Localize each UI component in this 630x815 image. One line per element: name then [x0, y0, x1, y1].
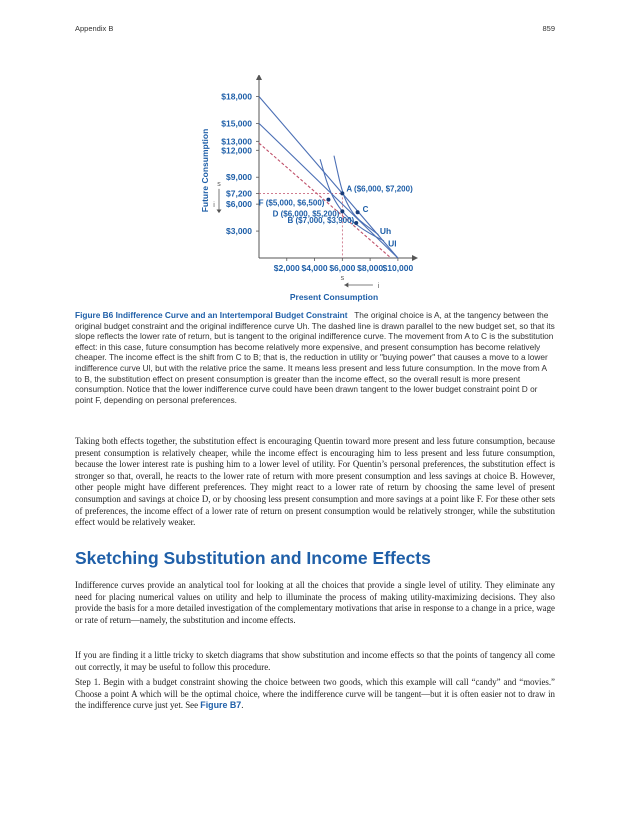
y-axis-arrow: [256, 75, 262, 80]
y-tick-label: $9,000: [226, 172, 252, 183]
point-label-b: B ($7,000, $3,900): [287, 216, 355, 225]
x-tick-label: $4,000: [301, 263, 328, 273]
x-axis-title: Present Consumption: [289, 292, 379, 302]
page-header-left: Appendix B: [75, 24, 114, 33]
x-tick-label: $8,000: [357, 263, 384, 273]
y-tick-label: $18,000: [221, 91, 252, 102]
figure-b6-chart: [195, 75, 435, 305]
point-a: [340, 191, 344, 195]
y-tick-label: $13,000: [221, 136, 252, 147]
page-number: 859: [542, 24, 555, 33]
point-b: [354, 221, 358, 225]
y-tick-label: $15,000: [221, 118, 252, 129]
point-label-c: C: [362, 205, 369, 215]
y-axis-title: Future Consumption: [200, 128, 210, 213]
y-tick-label: $3,000: [226, 226, 252, 237]
point-label-a: A ($6,000, $7,200): [346, 184, 413, 194]
y-marker-arrowhead: [217, 210, 222, 214]
point-d: [340, 209, 344, 213]
point-f: [326, 198, 330, 202]
y-tick-label: $6,000: [226, 199, 252, 210]
x-tick-label: $6,000: [329, 263, 356, 273]
y-marker-i: i: [213, 202, 215, 210]
paragraph-4-end: .: [241, 700, 244, 711]
x-axis-arrow: [412, 255, 418, 261]
figure-b7-link[interactable]: Figure B7: [200, 700, 242, 711]
y-tick-label: $12,000: [221, 145, 252, 156]
x-tick-label: $2,000: [273, 263, 300, 273]
x-marker-s: s: [340, 275, 345, 282]
point-c: [356, 210, 360, 214]
curve-label-ul: Ul: [388, 238, 397, 249]
paragraph-4-text: Step 1. Begin with a budget constraint showing the choice between two goods, which this example will call “candy” and “movies.” Choose a point A which will be the optimal choice, where the indifference curve will be tangent—but it is often easier not to draw in the indifference curve just yet. See: [75, 677, 555, 711]
point-label-d: D ($6,000, $5,200): [272, 209, 340, 219]
caption-text: The original choice is A, at the tangency between the original budget constraint and the original indifference curve Uh. The dashed line is drawn parallel to the new budget set, so that its slope reflects the lower rate of return, but is tangent to the original indifference curve. The movement from A to C is the substitution effect: in this case, future consumption has become relatively more expensive, and present consumption has become relatively cheaper. The income effect is the shift from C to B; that is, the reduction in utility or "buying power" that causes a move to a lower indifference curve Ul, but with the relative price the same. It means less present and less future consumption. In the move from A to B, the substitution effect on present consumption is greater than the income effect, so the overall result is more present consumption. Notice that the lower indifference curve could have been drawn tangent to the lower budget constraint point D or point F, depending on personal preferences.: [75, 310, 555, 405]
point-label-f: F ($5,000, $6,500): [258, 198, 325, 208]
section-heading: Sketching Substitution and Income Effects: [75, 548, 431, 568]
y-tick-label: $7,200: [226, 188, 252, 199]
x-marker-i: i: [377, 283, 380, 290]
x-marker-arrowhead: [344, 283, 348, 288]
x-tick-label: $10,000: [382, 263, 414, 273]
figure-label: Figure B6 Indifference Curve and an Intertemporal Budget Constraint: [75, 310, 348, 320]
paragraph-1: Taking both effects together, the substitution effect is encouraging Quentin toward more present and less future consumption, because present consumption is relatively cheaper, while the income effect is encouraging him to less present and less future consumption, because the lower interest rate is pushing him to a lower level of utility. For Quentin’s personal preferences, the substitution effect is stronger so that, overall, he reacts to the lower rate of return with more present consumption and less savings at choice B. However, other people might have different preferences. They might react to a lower rate of return by choosing the same level of present consumption and savings at choice D, or by choosing less present consumption and more savings at a point like F. For these other sets of preferences, the income effect of a lower rate of return on present consumption would be relatively stronger, while the substitution effect would be relatively weaker.: [75, 436, 555, 528]
y-marker-s: s: [217, 181, 221, 189]
curve-label-uh: Uh: [379, 225, 392, 236]
figure-caption: [75, 310, 555, 405]
paragraph-2: Indifference curves provide an analytical tool for looking at all the choices that provide a single level of utility. They eliminate any need for placing numerical values on utility and help to illuminate the process of making utility-maximizing decisions. They also provide the basis for a more detailed investigation of the complementary motivations that arise in response to a change in a price, wage or rate of return—namely, the substitution and income effects.: [75, 580, 555, 625]
paragraph-4: [75, 677, 555, 712]
paragraph-3: If you are finding it a little tricky to sketch diagrams that show substitution and income effects so that the points of tangency all come out correctly, it may be useful to follow this procedure.: [75, 650, 555, 672]
